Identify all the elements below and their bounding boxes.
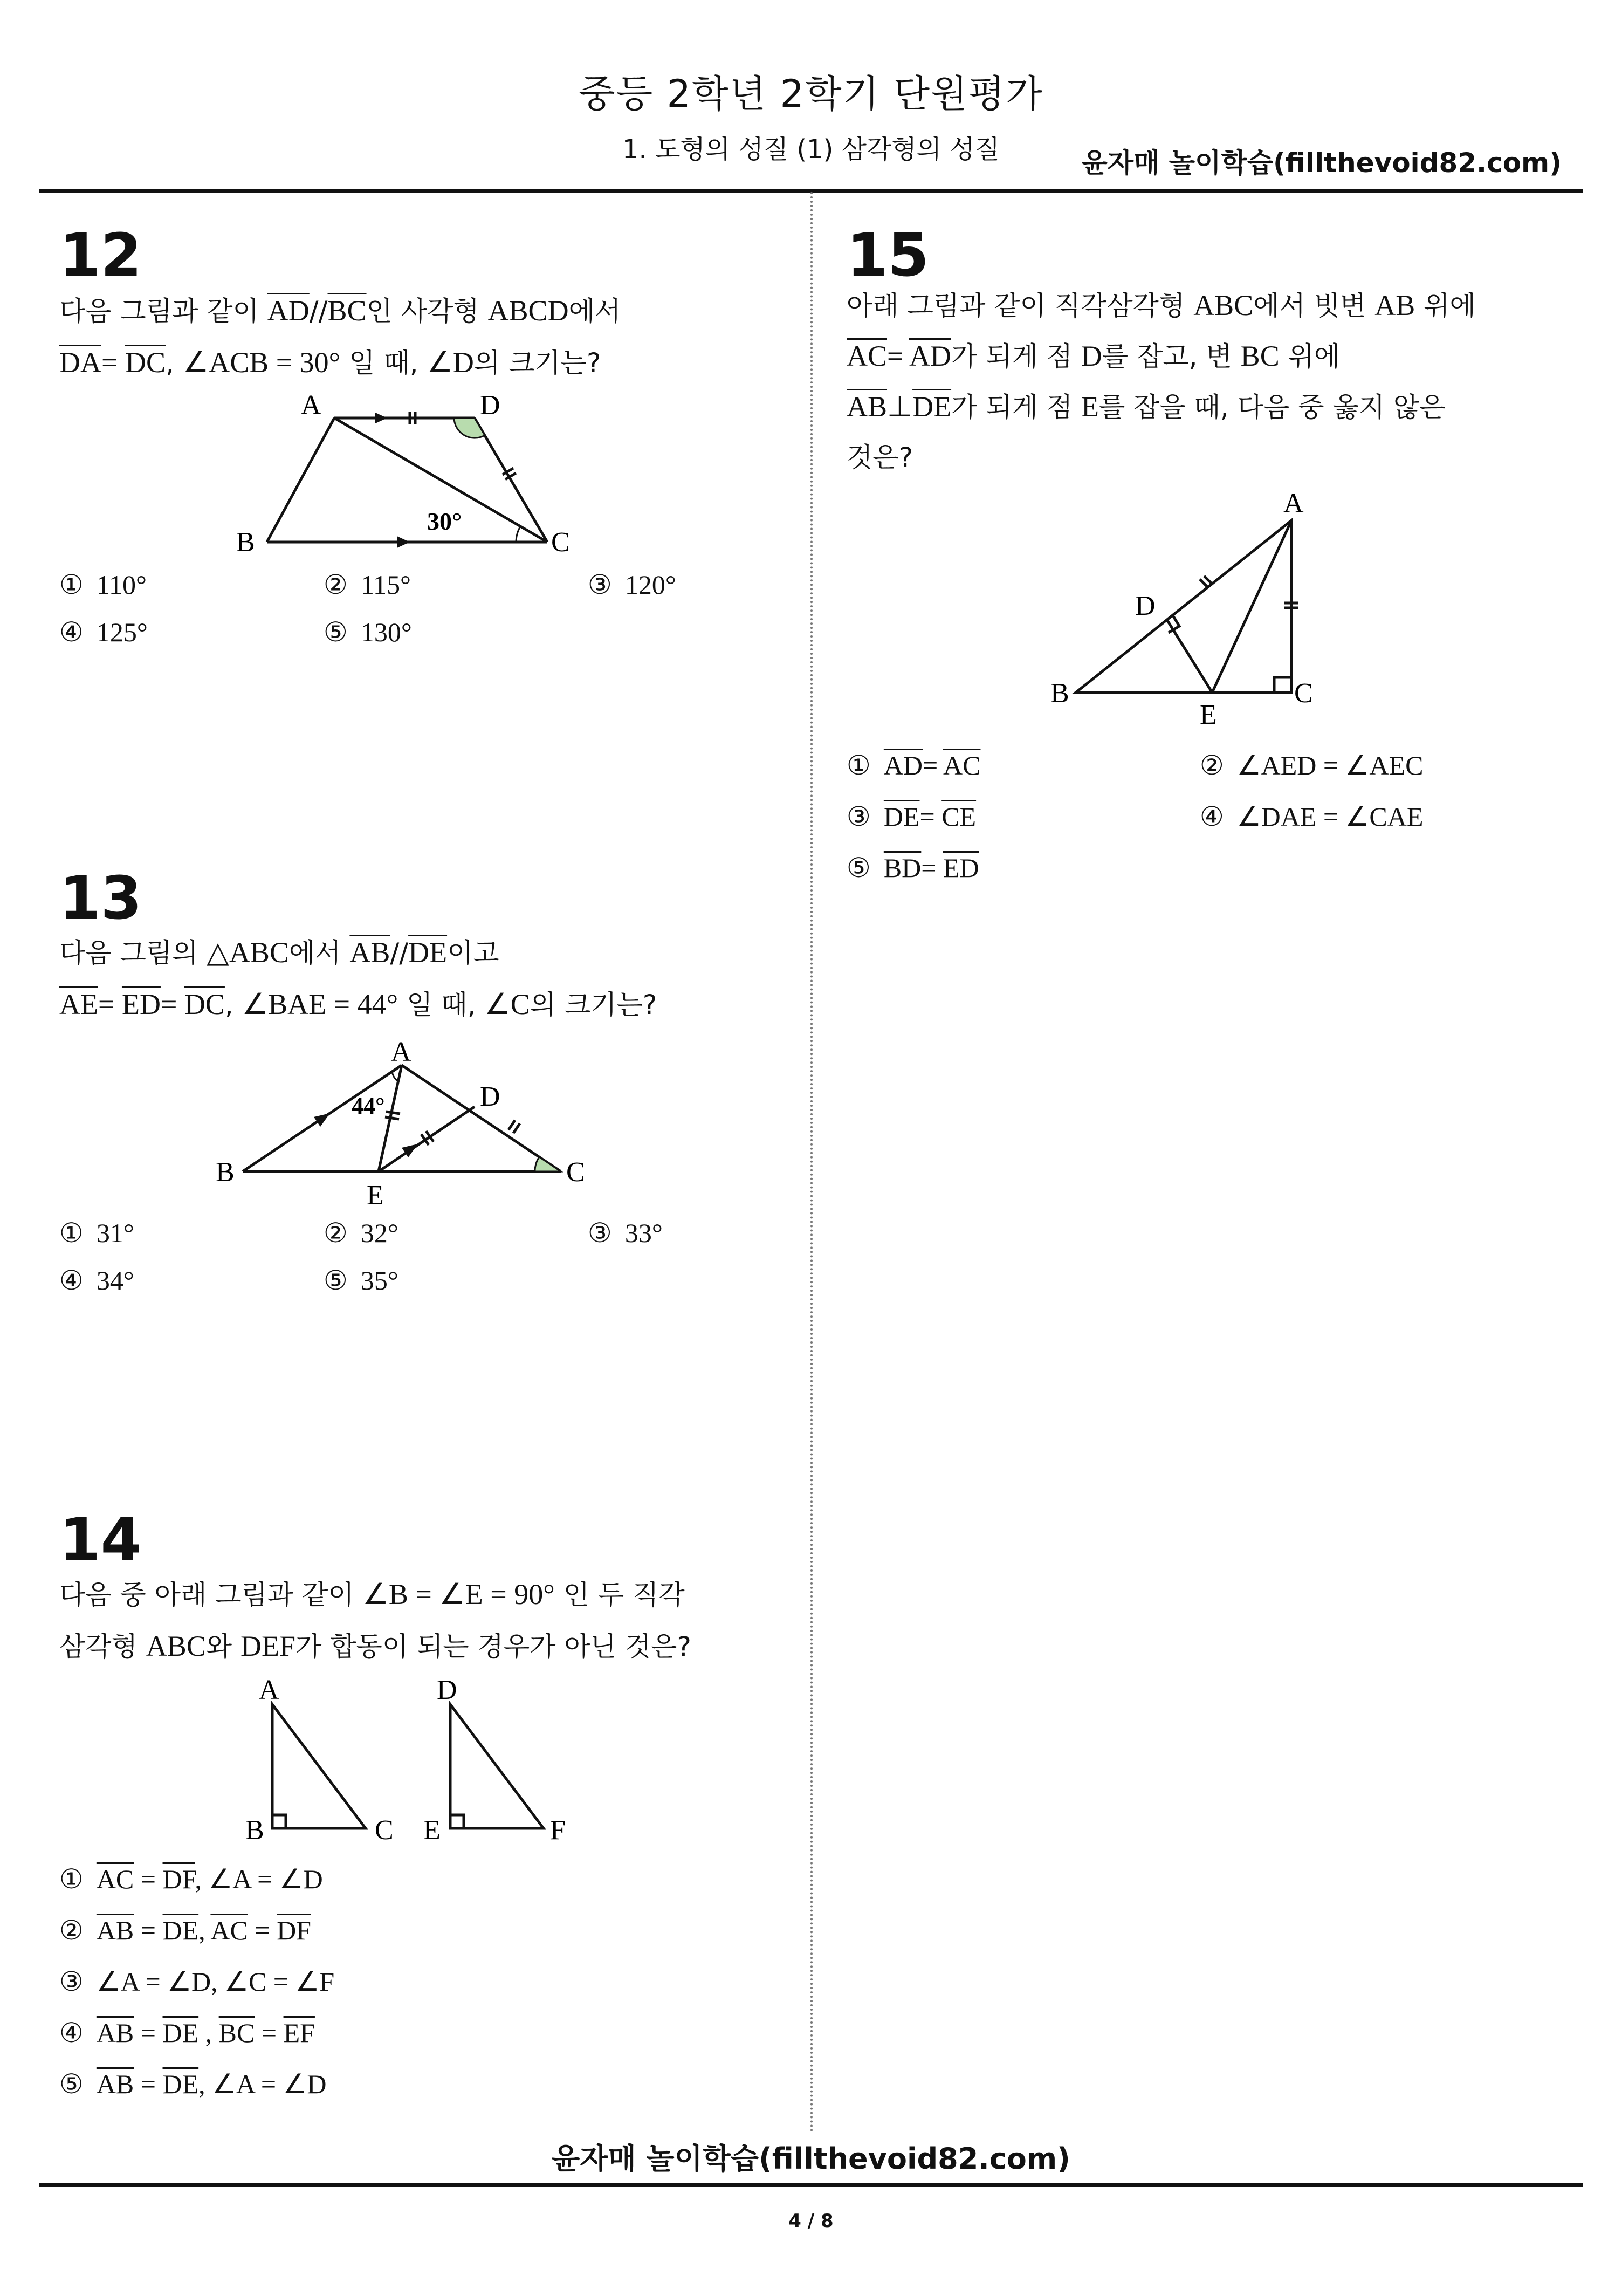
question-number-14: 14 bbox=[59, 1505, 142, 1574]
question-12-figure bbox=[216, 388, 593, 566]
footer-brand: 윤자매 놀이학습(fillthevoid82.com) bbox=[552, 2142, 1070, 2176]
q13-option-2[interactable]: ② 32° bbox=[324, 1217, 398, 1249]
q13-label-c: C bbox=[566, 1157, 585, 1188]
question-12-line-1: 다음 그림과 같이 $\overline{AD}//\overline{BC}$인 사각형 ABCD에서 bbox=[59, 294, 621, 327]
q15-option-4[interactable]: ④ ∠DAE = ∠CAE bbox=[1200, 801, 1424, 832]
q13-option-4[interactable]: ④ 34° bbox=[59, 1265, 134, 1296]
q12-option-5[interactable]: ⑤ 130° bbox=[324, 616, 412, 648]
q13-label-b: B bbox=[216, 1157, 235, 1188]
q13-label-a: A bbox=[391, 1037, 411, 1067]
question-15-figure bbox=[1035, 480, 1359, 728]
question-number-12: 12 bbox=[59, 221, 142, 290]
q14-label-c: C bbox=[375, 1815, 394, 1846]
q14-option-2[interactable]: ② $\overline{AB} = \overline{DE}$, $\overline{AC} = \overline{DF}$ bbox=[59, 1915, 311, 1946]
question-15-line-3: $\overline{AB}\perp\overline{DE}$가 되게 점 E를 잡을 때, 다음 중 옳지 않은 bbox=[847, 390, 1446, 423]
q14-label-f: F bbox=[550, 1815, 566, 1846]
page-subtitle: 1. 도형의 성질 (1) 삼각형의 성질 bbox=[622, 134, 1000, 165]
question-15-line-2: $\overline{AC}= \overline{AD}$가 되게 점 D를 잡고, 변 BC 위에 bbox=[847, 340, 1341, 372]
header-brand: 윤자매 놀이학습(fillthevoid82.com) bbox=[1081, 147, 1562, 179]
q12-angle-label: 30° bbox=[427, 508, 462, 535]
q12-label-b: B bbox=[236, 527, 255, 558]
q14-option-4[interactable]: ④ $\overline{AB} = \overline{DE}$ , $\overline{BC} = \overline{EF}$ bbox=[59, 2017, 315, 2048]
page-number: 4 / 8 bbox=[788, 2210, 834, 2232]
q12-label-d: D bbox=[480, 390, 500, 421]
q13-label-e: E bbox=[367, 1180, 384, 1211]
q15-label-c: C bbox=[1294, 678, 1313, 709]
question-15-line-1: 아래 그림과 같이 직각삼각형 ABC에서 빗변 AB 위에 bbox=[847, 289, 1476, 321]
q13-option-5[interactable]: ⑤ 35° bbox=[324, 1265, 398, 1296]
q15-label-d: D bbox=[1135, 591, 1156, 621]
q15-label-a: A bbox=[1283, 488, 1304, 519]
q15-option-1[interactable]: ① $\overline{AD}= \overline{AC}$ bbox=[847, 750, 981, 781]
q12-option-1[interactable]: ① 110° bbox=[59, 569, 147, 600]
q13-angle-label: 44° bbox=[352, 1093, 385, 1119]
q15-option-3[interactable]: ③ $\overline{DE}= \overline{CE}$ bbox=[847, 801, 977, 832]
q13-option-1[interactable]: ① 31° bbox=[59, 1217, 134, 1249]
question-14-line-2: 삼각형 ABC와 DEF가 합동이 되는 경우가 아닌 것은? bbox=[59, 1630, 691, 1662]
q13-label-d: D bbox=[480, 1081, 500, 1112]
question-13-line-2: $\overline{AE}= \overline{ED}= \overline{DC}$, ∠BAE = 44° 일 때, ∠C의 크기는? bbox=[59, 988, 657, 1020]
question-14-figure bbox=[237, 1667, 582, 1850]
q15-option-5[interactable]: ⑤ $\overline{BD}= \overline{ED}$ bbox=[847, 852, 979, 883]
q14-label-d: D bbox=[437, 1675, 457, 1705]
q12-label-a: A bbox=[301, 390, 321, 421]
q14-label-e: E bbox=[423, 1815, 441, 1846]
q14-option-1[interactable]: ① $\overline{AC} = \overline{DF}$, ∠A = ∠D bbox=[59, 1863, 323, 1895]
q12-option-4[interactable]: ④ 125° bbox=[59, 616, 148, 648]
q12-option-3[interactable]: ③ 120° bbox=[588, 569, 676, 600]
q15-label-e: E bbox=[1200, 700, 1217, 728]
q14-label-a: A bbox=[259, 1675, 279, 1705]
q15-option-2[interactable]: ② ∠AED = ∠AEC bbox=[1200, 750, 1424, 781]
question-12-line-2: $\overline{DA}= \overline{DC}$, ∠ACB = 30° 일 때, ∠D의 크기는? bbox=[59, 346, 601, 379]
q12-label-c: C bbox=[551, 527, 570, 558]
question-number-13: 13 bbox=[59, 863, 142, 933]
q12-option-2[interactable]: ② 115° bbox=[324, 569, 411, 600]
question-13-figure bbox=[205, 1033, 626, 1216]
footer-rule bbox=[39, 2183, 1583, 2187]
question-13-line-1: 다음 그림의 △ABC에서 $\overline{AB}//\overline{DE}$이고 bbox=[59, 936, 499, 969]
q15-label-b: B bbox=[1050, 678, 1069, 709]
q14-option-3[interactable]: ③ ∠A = ∠D, ∠C = ∠F bbox=[59, 1966, 335, 1997]
q14-label-b: B bbox=[245, 1815, 264, 1846]
question-15-line-4: 것은? bbox=[847, 442, 913, 473]
question-number-15: 15 bbox=[847, 221, 930, 290]
q14-option-5[interactable]: ⑤ $\overline{AB} = \overline{DE}$, ∠A = ∠D bbox=[59, 2068, 327, 2100]
column-divider bbox=[810, 192, 813, 2134]
page-title: 중등 2학년 2학기 단원평가 bbox=[578, 72, 1044, 116]
q13-option-3[interactable]: ③ 33° bbox=[588, 1217, 663, 1249]
question-14-line-1: 다음 중 아래 그림과 같이 ∠B = ∠E = 90° 인 두 직각 bbox=[59, 1578, 685, 1610]
